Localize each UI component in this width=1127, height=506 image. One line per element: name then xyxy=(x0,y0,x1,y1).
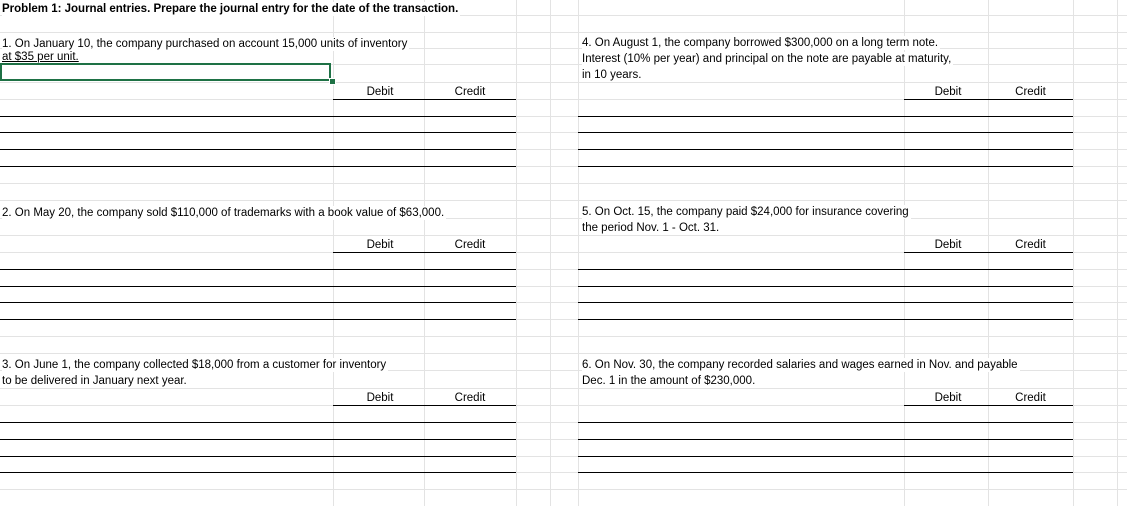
gridline-row xyxy=(0,32,1127,33)
entry-line xyxy=(578,319,1073,320)
entry-line xyxy=(0,286,516,287)
credit-header-6: Credit xyxy=(1015,392,1046,404)
transaction-1-line-2: at $35 per unit. xyxy=(2,51,79,63)
gridline-col xyxy=(904,0,905,506)
transaction-6-line-1: 6. On Nov. 30, the company recorded salaries and wages earned in Nov. and payable xyxy=(582,359,1018,371)
debit-credit-header-border xyxy=(333,252,516,253)
problem-title: Problem 1: Journal entries. Prepare the journal entry for the date of the transaction. xyxy=(2,3,459,15)
entry-line xyxy=(578,269,1073,270)
entry-line xyxy=(578,472,1073,473)
entry-line xyxy=(0,472,516,473)
transaction-1-line-1: 1. On January 10, the company purchased on account 15,000 units of inventory xyxy=(2,38,408,50)
entry-line xyxy=(578,166,1073,167)
debit-header-2: Debit xyxy=(366,239,394,251)
gridline-row xyxy=(0,388,1127,389)
gridline-col xyxy=(516,0,517,506)
gridline-col xyxy=(333,0,334,506)
gridline-row xyxy=(0,183,1127,184)
gridline-col xyxy=(424,0,425,506)
entry-line xyxy=(0,132,516,133)
entry-line xyxy=(0,269,516,270)
selected-cell[interactable] xyxy=(0,63,331,81)
debit-credit-header-border xyxy=(904,252,1073,253)
entry-line xyxy=(578,456,1073,457)
gridline-row xyxy=(0,489,1127,490)
entry-line xyxy=(0,116,516,117)
credit-header-5: Credit xyxy=(1015,239,1046,251)
entry-line xyxy=(0,422,516,423)
gridline-col xyxy=(988,0,989,506)
credit-header-1: Credit xyxy=(454,86,486,98)
debit-credit-header-border xyxy=(904,99,1073,100)
entry-line xyxy=(578,116,1073,117)
entry-line xyxy=(0,302,516,303)
debit-credit-header-border xyxy=(904,405,1073,406)
transaction-4-line-2: Interest (10% per year) and principal on the note are payable at maturity, xyxy=(582,53,952,65)
entry-line xyxy=(0,149,516,150)
entry-line xyxy=(578,422,1073,423)
entry-line xyxy=(578,149,1073,150)
debit-header-1: Debit xyxy=(366,86,394,98)
gridline-row xyxy=(0,200,1127,201)
transaction-6-line-2: Dec. 1 in the amount of $230,000. xyxy=(582,375,756,387)
transaction-3-line-1: 3. On June 1, the company collected $18,000 from a customer for inventory xyxy=(2,359,387,371)
debit-header-6: Debit xyxy=(934,392,962,404)
entry-line xyxy=(578,286,1073,287)
debit-credit-header-border xyxy=(333,405,516,406)
debit-header-4: Debit xyxy=(934,86,962,98)
entry-line xyxy=(0,439,516,440)
entry-line xyxy=(0,166,516,167)
transaction-4-line-1: 4. On August 1, the company borrowed $300,000 on a long term note. xyxy=(582,37,939,49)
gridline-col xyxy=(578,0,579,506)
transaction-3-line-2: to be delivered in January next year. xyxy=(2,375,187,387)
entry-line xyxy=(0,456,516,457)
entry-line xyxy=(578,302,1073,303)
transaction-2-line-1: 2. On May 20, the company sold $110,000 of trademarks with a book value of $63,000. xyxy=(2,207,445,219)
gridline-row xyxy=(0,82,1127,83)
credit-header-2: Credit xyxy=(454,239,486,251)
gridline-row xyxy=(0,353,1127,354)
transaction-5-line-1: 5. On Oct. 15, the company paid $24,000 for insurance covering xyxy=(582,206,909,218)
fill-handle[interactable] xyxy=(329,78,336,85)
gridline-row xyxy=(0,336,1127,337)
transaction-4-line-3: in 10 years. xyxy=(582,69,642,81)
entry-line xyxy=(578,132,1073,133)
debit-header-5: Debit xyxy=(934,239,962,251)
entry-line xyxy=(0,319,516,320)
transaction-5-line-2: the period Nov. 1 - Oct. 31. xyxy=(582,222,720,234)
credit-header-4: Credit xyxy=(1015,86,1046,98)
credit-header-3: Credit xyxy=(454,392,486,404)
gridline-col xyxy=(1073,0,1074,506)
gridline-col xyxy=(550,0,551,506)
gridline-row xyxy=(0,235,1127,236)
debit-credit-header-border xyxy=(333,99,516,100)
entry-line xyxy=(578,439,1073,440)
debit-header-3: Debit xyxy=(366,392,394,404)
gridline-col xyxy=(1117,0,1118,506)
